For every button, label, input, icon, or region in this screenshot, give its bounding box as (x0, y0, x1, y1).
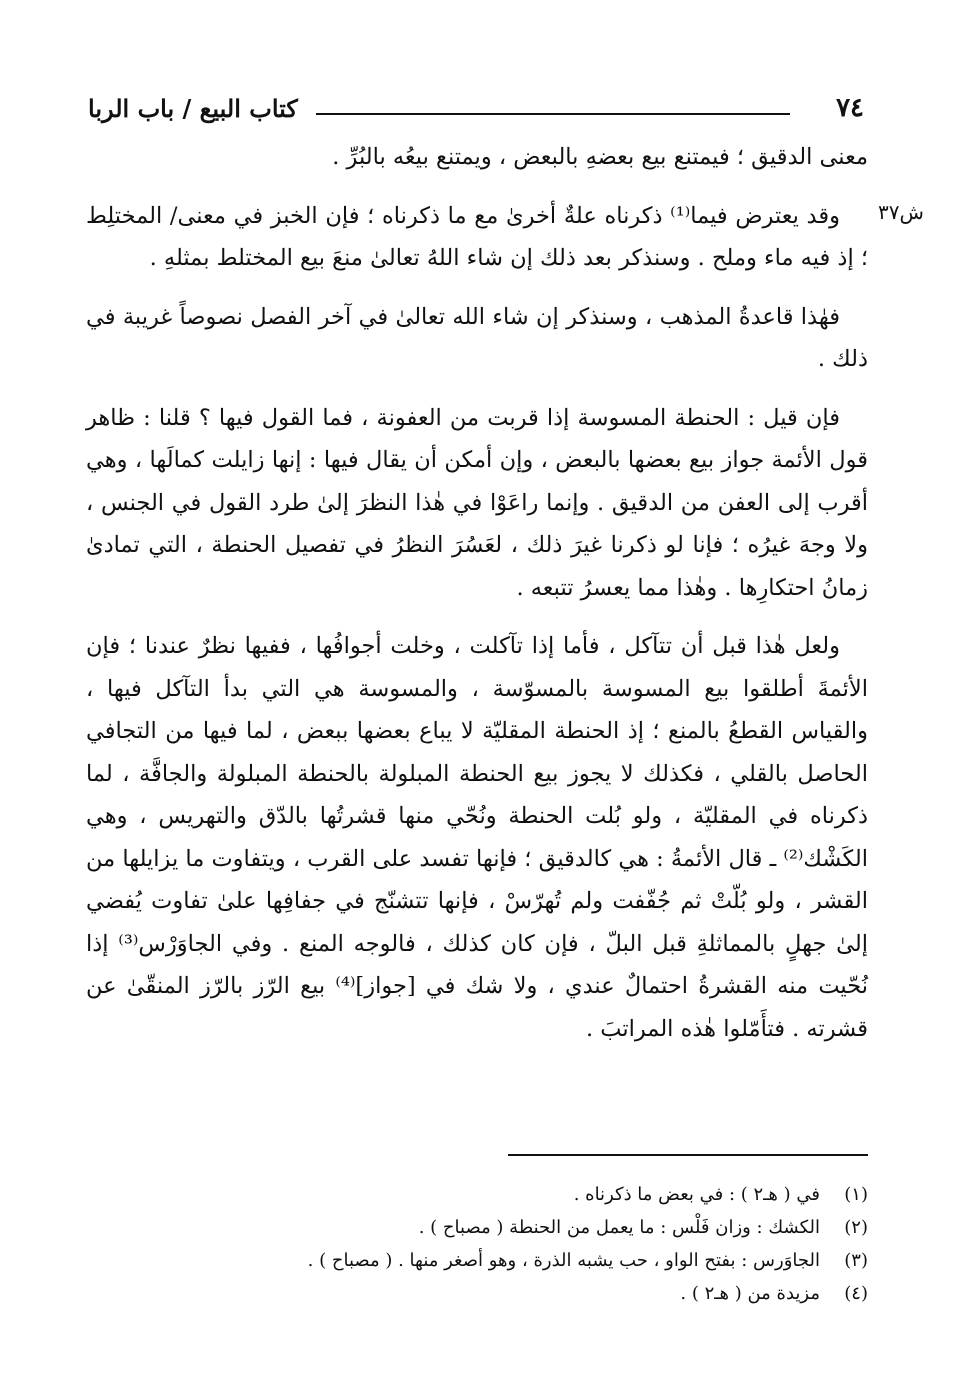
footnote-text: مزيدة من ( هـ٢ ) . (680, 1283, 820, 1304)
page-number: ٧٤ (836, 93, 864, 123)
footnote-2 (86, 1211, 868, 1244)
footnote-number: (٢) (844, 1217, 868, 1238)
footnote-4 (86, 1277, 868, 1310)
running-title: كتاب البيع / باب الربا (88, 93, 298, 123)
paragraph-2: وقد يعترض فيما⁽¹⁾ ذكرناه علةٌ أخرىٰ مع ما ذكرناه ؛ فإن الخبز في معنى/ المختلِط ؛ إذ فيه ماء وملح . وسنذكر بعد ذلك إن شاء اللهُ تعالىٰ منعَ بيع المختلط بمثلهِ . (86, 202, 868, 271)
paragraph-4: فإن قيل : الحنطة المسوسة إذا قربت من العفونة ، فما القول فيها ؟ قلنا : ظاهر قول الأئمة جواز بيع بعضها بالبعض ، وإن أمكن أن يقال فيها : إنها زايلت كمالَها ، وهي أقرب إلى العفن من الدقيق . وإنما راعَوْا في هٰذا النظرَ إلىٰ طرد القول في الجنس ، ولا وجهَ غيرُه ؛ فإنا لو ذكرنا غيرَ ذلك ، لعَسُرَ النظرُ في تفصيل الحنطة ، التي تمادىٰ زمانُ احتكارِها . وهٰذا مما يعسرُ تتبعه . (86, 404, 868, 601)
margin-folio-note: ش٣٧ (878, 200, 924, 224)
footnote-1 (86, 1178, 868, 1211)
footnote-number: (٣) (844, 1250, 868, 1271)
footnotes (86, 1178, 868, 1310)
header-rule (316, 113, 790, 115)
footnote-3 (86, 1244, 868, 1277)
footnote-separator (508, 1154, 868, 1156)
footnote-text: في ( هـ٢ ) : في بعض ما ذكرناه . (573, 1184, 820, 1205)
footnote-text: الكشك : وزان فَلْس : ما يعمل من الحنطة ( مصباح ) . (418, 1217, 820, 1238)
page-header (88, 86, 864, 130)
footnote-number: (١) (844, 1184, 868, 1205)
body-text (86, 136, 868, 1066)
footnote-number: (٤) (844, 1283, 868, 1304)
footnote-text: الجاوَرس : بفتح الواو ، حب يشبه الذرة ، وهو أصغر منها . ( مصباح ) . (307, 1250, 820, 1271)
paragraph-3: فهٰذا قاعدةُ المذهب ، وسنذكر إن شاء الله تعالىٰ في آخر الفصل نصوصاً غريبة في ذلك . (86, 303, 868, 372)
paragraph-1: معنى الدقيق ؛ فيمتنع بيع بعضهِ بالبعض ، ويمتنع بيعُه بالبُرِّ . (332, 144, 868, 170)
paragraph-5: ولعل هٰذا قبل أن تتآكل ، فأما إذا تآكلت ، وخلت أجوافُها ، ففيها نظرٌ عندنا ؛ فإن الأئمةَ أطلقوا بيع المسوسة بالمسوّسة ، والمسوسة هي التي بدأ التآكل فيها ، والقياس القطعُ بالمنع ؛ إذ الحنطة المقليّة لا يباع بعضها ببعض ، لما فيها من التجافي الحاصل بالقلي ، فكذلك لا يجوز بيع الحنطة المبلولة بالحنطة المبلولة والجافَّة ، لما ذكرناه في المقليّة ، ولو بُلت الحنطة ونُحّي منها قشرتُها بالدّق والتهريس ، وهي الكَشْك⁽²⁾ ـ قال الأئمةُ : هي كالدقيق ؛ فإنها تفسد على القرب ، ويتفاوت ما يزايلها من القشر ، ولو بُلّتْ ثم جُفّفت ولم تُهرّسْ ، فإنها تتشنّج في جفافِها علىٰ تفاوت يُفضي إلىٰ جهلٍ بالمماثلةِ قبل البلّ ، فإن كان كذلك ، فالوجه المنع . وفي الجاوَرْس⁽³⁾ إذا نُحّيت منه القشرةُ احتمالٌ عندي ، ولا شك في [جواز]⁽⁴⁾ بيع الرّز بالرّز المنقّىٰ عن قشرته . فتأَمّلوا هٰذه المراتبَ . (86, 633, 868, 1042)
